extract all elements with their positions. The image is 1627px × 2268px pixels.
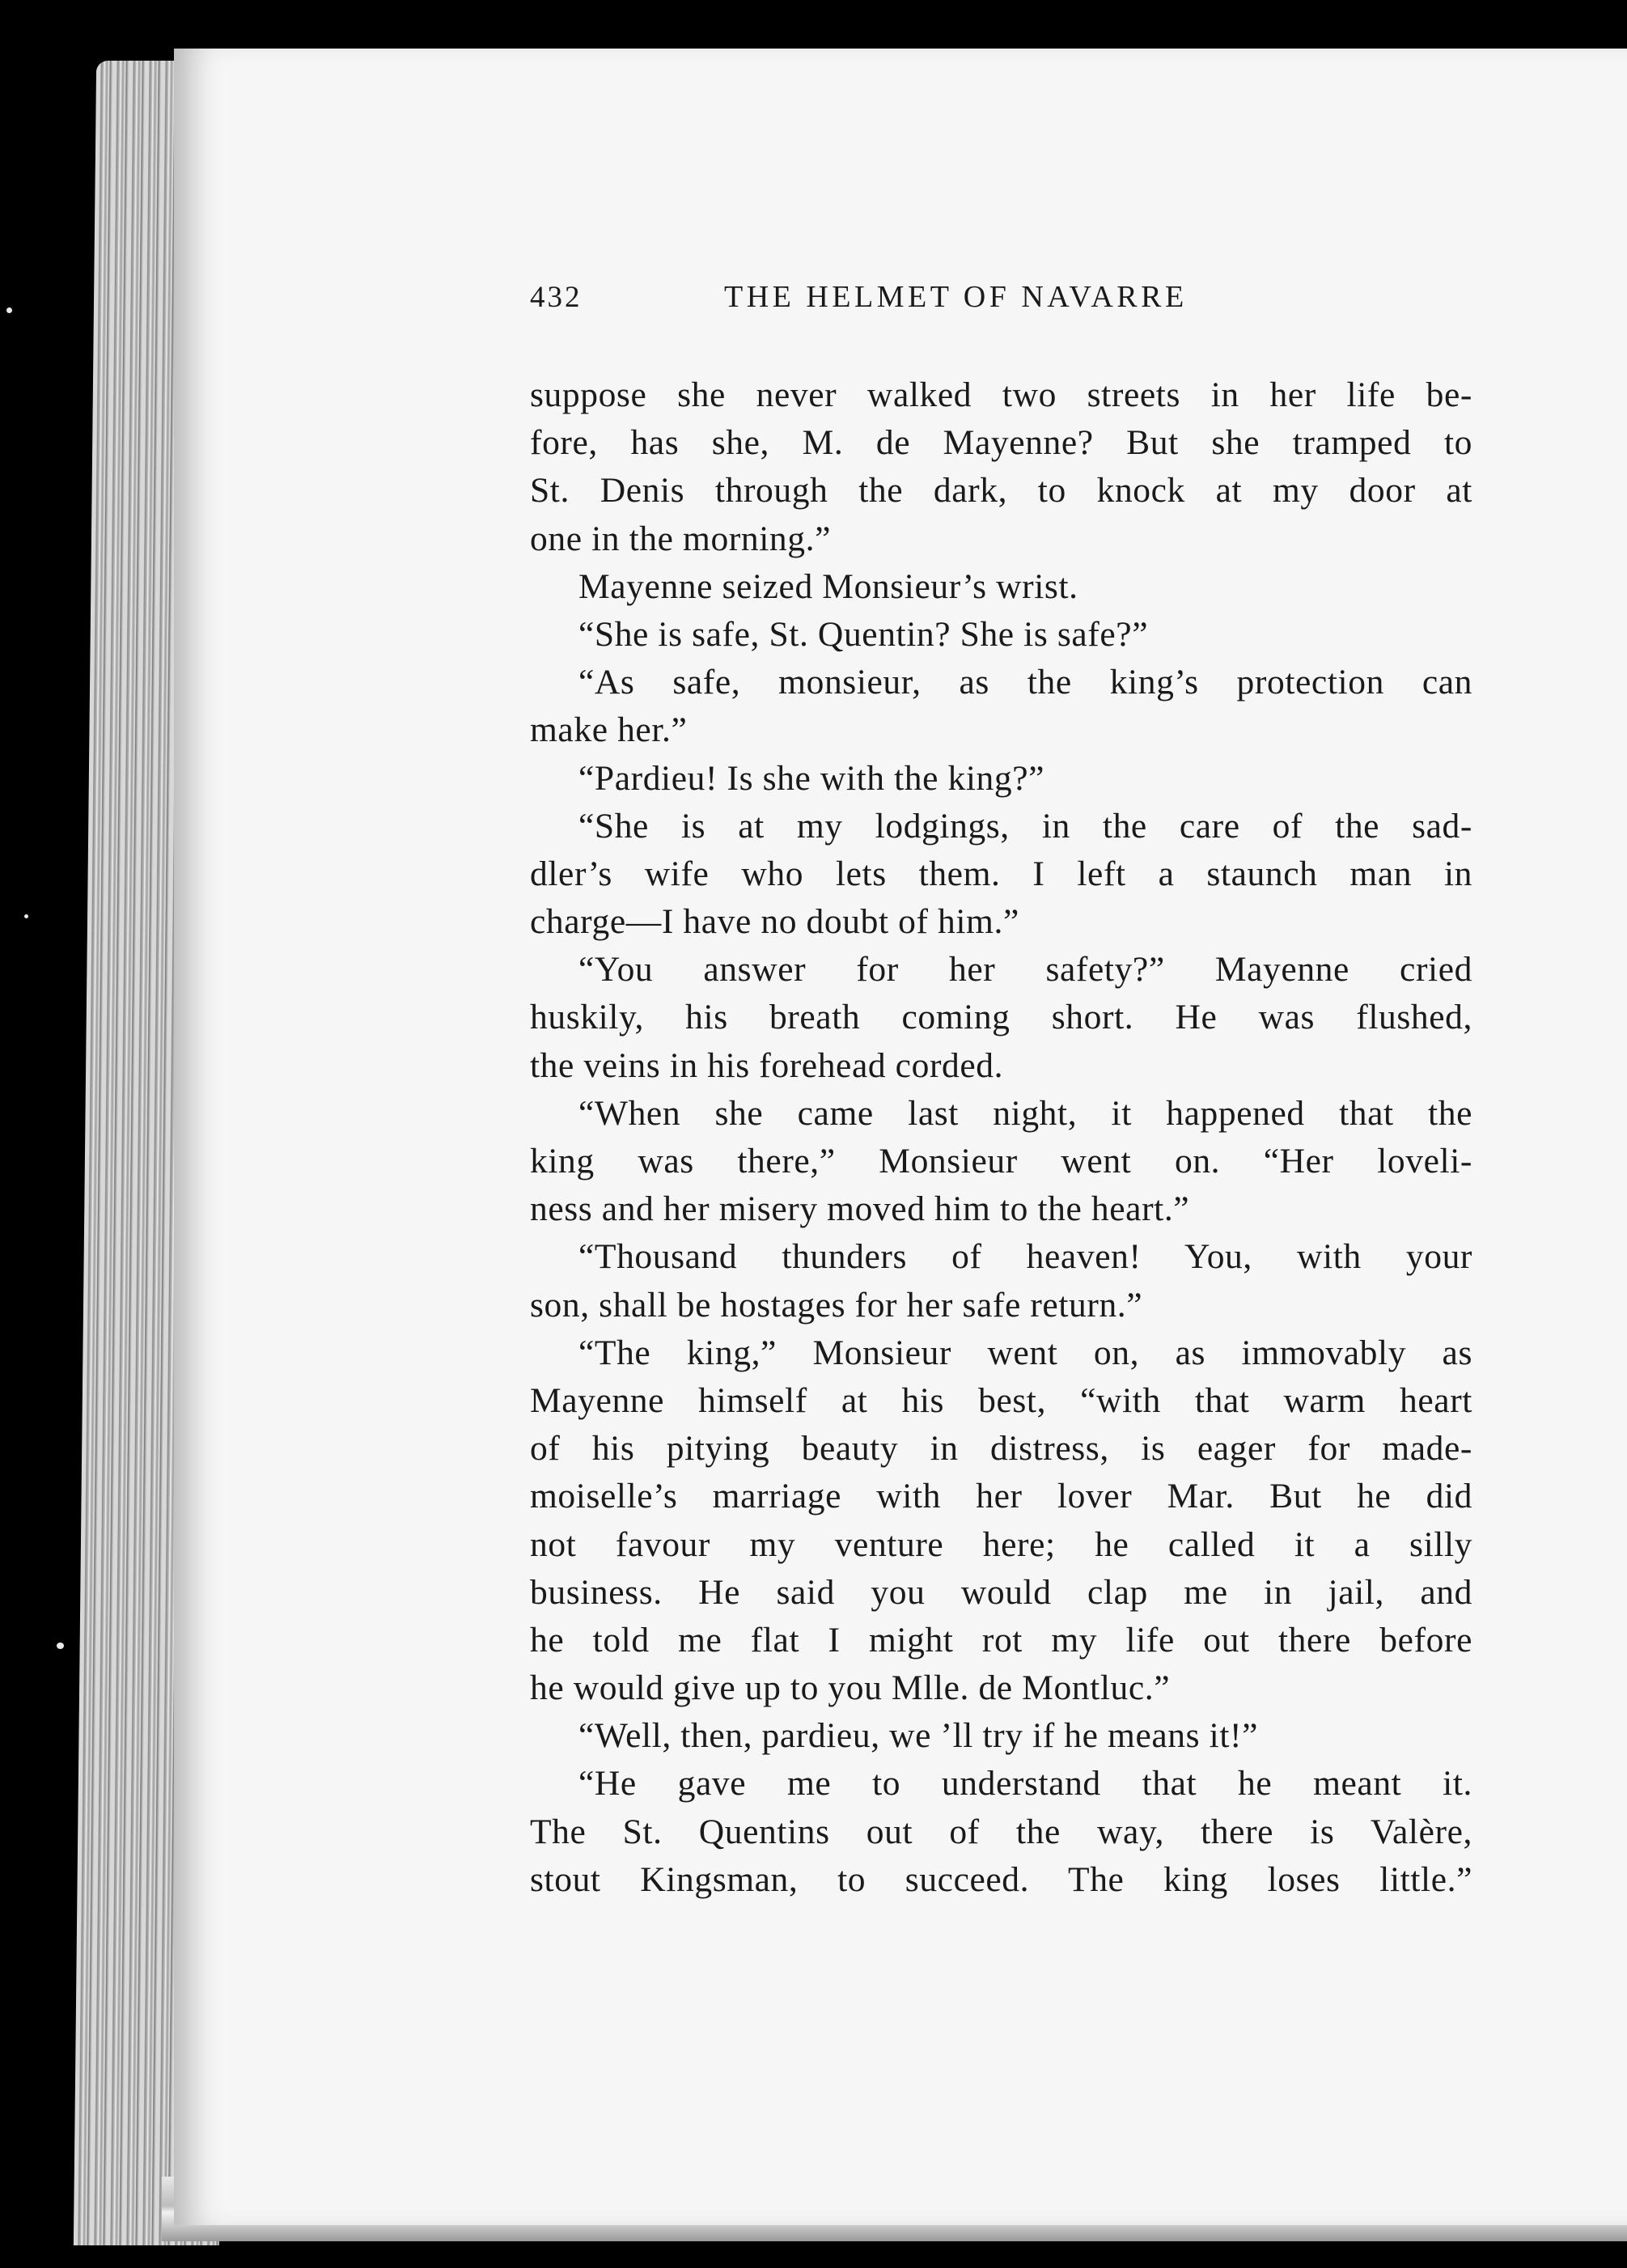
page-header xyxy=(530,279,1472,329)
text-line: one in the morning.” xyxy=(530,519,832,558)
text-line: make her.” xyxy=(530,710,688,750)
page-number: 432 xyxy=(530,281,583,314)
text-line: dler’s wife who lets them. I left a staunch man in xyxy=(530,854,1472,893)
text-line: “Thousand thunders of heaven! You, with your xyxy=(578,1237,1472,1277)
text-line: the veins in his forehead corded. xyxy=(530,1045,1004,1085)
text-line: moiselle’s marriage with her lover Mar. But he did xyxy=(530,1477,1472,1516)
dust-speck xyxy=(24,914,28,918)
text-line: suppose she never walked two streets in her life be- xyxy=(530,375,1472,414)
body-text xyxy=(530,371,1472,1904)
text-line: The St. Quentins out of the way, there is Valère, xyxy=(530,1812,1472,1851)
text-line: huskily, his breath coming short. He was flushed, xyxy=(530,998,1472,1037)
text-line: Mayenne seized Monsieur’s wrist. xyxy=(578,566,1078,606)
text-line: son, shall be hostages for her safe return.” xyxy=(530,1285,1143,1325)
text-line: business. He said you would clap me in jail, and xyxy=(530,1572,1472,1612)
dust-speck xyxy=(57,1643,64,1649)
text-line: he would give up to you Mlle. de Montluc.” xyxy=(530,1668,1171,1708)
text-line: “He gave me to understand that he meant it. xyxy=(578,1764,1472,1804)
page-text xyxy=(530,279,1472,1904)
running-head: THE HELMET OF NAVARRE xyxy=(724,280,1188,314)
text-line: Mayenne himself at his best, “with that warm heart xyxy=(530,1380,1472,1420)
text-line: ness and her misery moved him to the heart.” xyxy=(530,1189,1190,1229)
text-line: “The king,” Monsieur went on, as immovably as xyxy=(578,1333,1472,1372)
text-line: “She is safe, St. Quentin? She is safe?” xyxy=(578,614,1149,654)
text-line: charge—I have no doubt of him.” xyxy=(530,902,1019,942)
text-line: “Well, then, pardieu, we ’ll try if he means it!” xyxy=(578,1716,1259,1756)
text-line: “She is at my lodgings, in the care of the sad- xyxy=(578,806,1472,846)
text-line: fore, has she, M. de Mayenne? But she tramped to xyxy=(530,423,1472,463)
text-line: “You answer for her safety?” Mayenne cried xyxy=(578,950,1472,990)
text-line: not favour my venture here; he called it a silly xyxy=(530,1524,1472,1564)
text-line: king was there,” Monsieur went on. “Her loveli- xyxy=(530,1142,1472,1181)
text-line: “When she came last night, it happened that the xyxy=(578,1093,1472,1133)
text-line: he told me flat I might rot my life out there before xyxy=(530,1620,1472,1660)
text-line: “Pardieu! Is she with the king?” xyxy=(578,758,1045,798)
text-line: St. Denis through the dark, to knock at my door at xyxy=(530,471,1472,511)
text-line: “As safe, monsieur, as the king’s protection can xyxy=(578,663,1472,702)
text-line: of his pitying beauty in distress, is eager for made- xyxy=(530,1429,1472,1469)
dust-speck xyxy=(6,307,12,313)
text-line: stout Kingsman, to succeed. The king loses little.” xyxy=(530,1859,1472,1899)
